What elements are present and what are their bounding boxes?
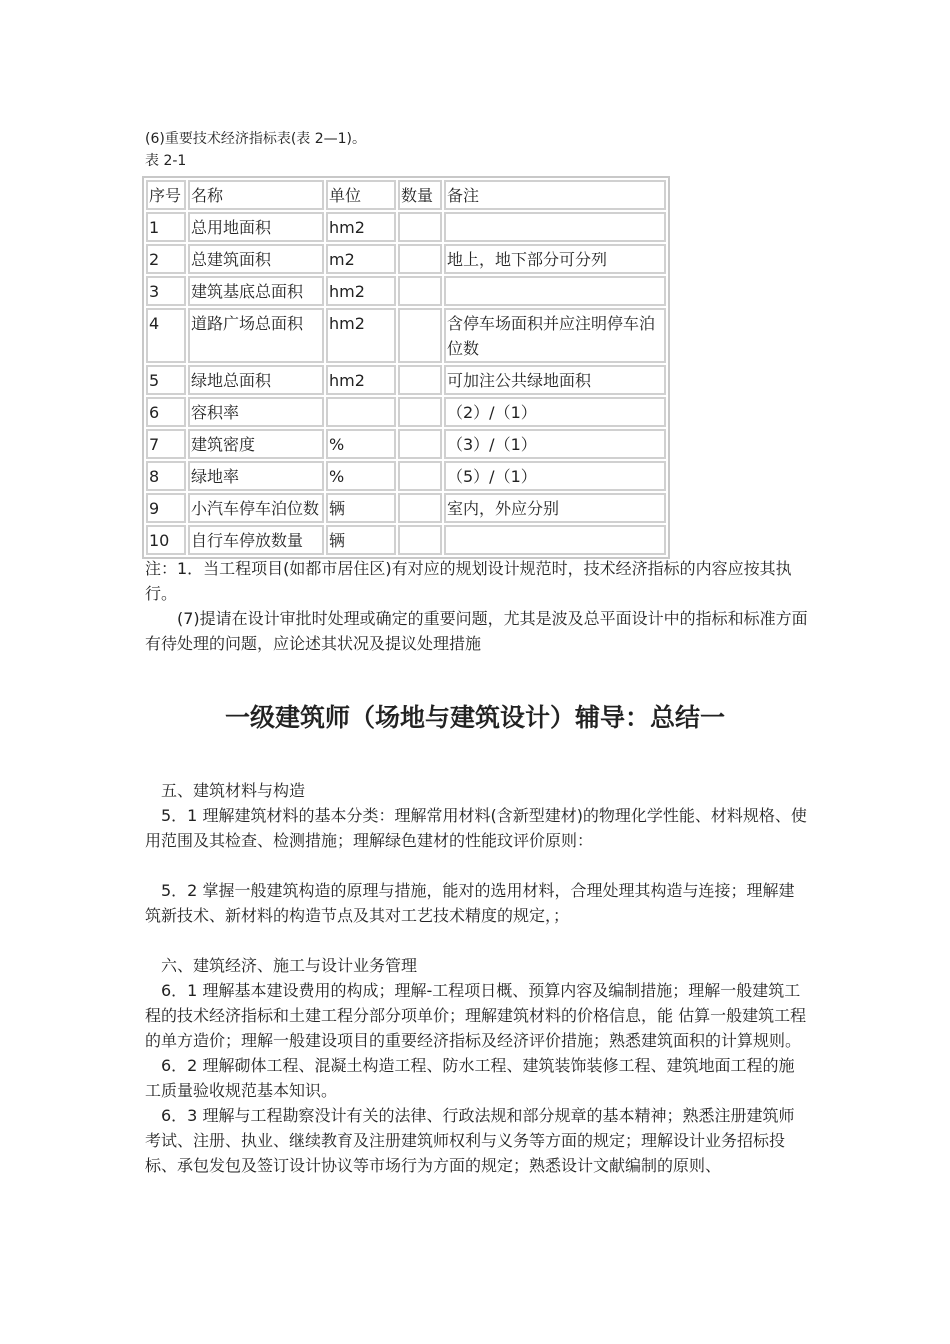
cell-name: 道路广场总面积: [188, 308, 324, 363]
cell-unit: 辆: [326, 493, 396, 523]
header-cell-quantity: 数量: [398, 180, 442, 210]
cell-unit: hm2: [326, 276, 396, 306]
cell-no: 3: [146, 276, 186, 306]
note-1: 注：1．当工程项目(如都市居住区)有对应的规划设计规范时，技术经济指标的内容应按其执行。: [145, 559, 792, 603]
cell-quantity: [398, 461, 442, 491]
cell-quantity: [398, 365, 442, 395]
cell-quantity: [398, 397, 442, 427]
cell-remark: [444, 525, 666, 555]
table-row: [146, 308, 666, 363]
cell-name: 建筑基底总面积: [188, 276, 324, 306]
paragraph-6-3: 6．3 理解与工程勘察没计有关的法律、行政法规和部分规章的基本精神；熟悉注册建筑师考试、注册、执业、继续教育及注册建筑师权利与义务等方面的规定；理解设计业务招标投标、承包发包及签订设计协议等市场行为方面的规定；熟悉设计文献编制的原则、: [145, 1106, 795, 1175]
paragraph-6-1: 6．1 理解基本建设费用的构成；理解-工程项日概、预算内容及编制措施；理解一般建筑工程的技术经济指标和土建工程分部分项单价；理解建筑材料的价格信息，能 估算一般建筑工程的单方造价；理解一般建设项目的重要经济指标及经济评价措施；熟悉建筑面积的计算规则。: [145, 981, 807, 1050]
cell-no: 7: [146, 429, 186, 459]
table-row: [146, 276, 666, 306]
table-number: 表 2-1: [145, 153, 187, 169]
table-row: [146, 493, 666, 523]
cell-no: 10: [146, 525, 186, 555]
cell-unit: m2: [326, 244, 396, 274]
cell-remark: 含停车场面积并应注明停车泊位数: [444, 308, 666, 363]
cell-quantity: [398, 212, 442, 242]
paragraph-6-2: 6．2 理解砌体工程、混凝土构造工程、防水工程、建筑装饰装修工程、建筑地面工程的施工质量验收规范基本知识。: [145, 1056, 795, 1100]
table-row: [146, 397, 666, 427]
header-cell-unit: 单位: [326, 180, 396, 210]
cell-no: 1: [146, 212, 186, 242]
table-header-row: [146, 180, 666, 210]
cell-name: 绿地率: [188, 461, 324, 491]
cell-name: 建筑密度: [188, 429, 324, 459]
spacer: [145, 853, 810, 878]
table-row: [146, 429, 666, 459]
note-item-7: (7)提请在设计审批时处理或确定的重要问题，尤其是波及总平面设计中的指标和标准方面有待处理的问题，应论述其状况及提议处理措施: [145, 609, 808, 653]
table-notes: [145, 556, 810, 656]
cell-quantity: [398, 276, 442, 306]
cell-remark: 可加注公共绿地面积: [444, 365, 666, 395]
table-caption: (6)重要技术经济指标表(表 2—1)。: [145, 131, 367, 147]
header-cell-name: 名称: [188, 180, 324, 210]
cell-name: 绿地总面积: [188, 365, 324, 395]
cell-quantity: [398, 244, 442, 274]
table-row: [146, 244, 666, 274]
cell-unit: [326, 397, 396, 427]
cell-unit: hm2: [326, 365, 396, 395]
section-heading: 一级建筑师（场地与建筑设计）辅导：总结一: [224, 703, 725, 732]
cell-unit: hm2: [326, 212, 396, 242]
cell-unit: hm2: [326, 308, 396, 363]
table-intro: [145, 128, 366, 172]
cell-quantity: [398, 308, 442, 363]
cell-quantity: [398, 493, 442, 523]
cell-no: 8: [146, 461, 186, 491]
cell-no: 4: [146, 308, 186, 363]
cell-no: 9: [146, 493, 186, 523]
header-cell-no: 序号: [146, 180, 186, 210]
cell-no: 5: [146, 365, 186, 395]
cell-quantity: [398, 429, 442, 459]
table-row: [146, 212, 666, 242]
cell-unit: %: [326, 429, 396, 459]
cell-name: 总建筑面积: [188, 244, 324, 274]
section-title-6: 六、建筑经济、施工与设计业务管理: [161, 956, 418, 975]
cell-remark: 地上，地下部分可分列: [444, 244, 666, 274]
header-cell-remark: 备注: [444, 180, 666, 210]
cell-remark: [444, 276, 666, 306]
table-row: [146, 525, 666, 555]
cell-remark: （2）/（1）: [444, 397, 666, 427]
technical-economic-indicators-table: [142, 176, 670, 559]
spacer: [145, 928, 810, 953]
cell-name: 自行车停放数量: [188, 525, 324, 555]
cell-no: 2: [146, 244, 186, 274]
table-row: [146, 365, 666, 395]
syllabus-text: [145, 778, 810, 1178]
paragraph-5-2: 5．2 掌握一般建筑构造的原理与措施，能对的选用材料，合理处理其构造与连接；理解建筑新技术、新材料的构造节点及其对工艺技术精度的规定，；: [145, 881, 795, 925]
cell-quantity: [398, 525, 442, 555]
paragraph-5-1: 5．1 理解建筑材料的基本分类：理解常用材料(含新型建材)的物理化学性能、材料规格、使用范围及其检查、检测措施；理解绿色建材的性能玟评价原则：: [145, 806, 807, 850]
table-row: [146, 461, 666, 491]
cell-unit: 辆: [326, 525, 396, 555]
cell-remark: [444, 212, 666, 242]
cell-name: 小汽车停车泊位数: [188, 493, 324, 523]
cell-remark: （3）/（1）: [444, 429, 666, 459]
cell-remark: 室内，外应分别: [444, 493, 666, 523]
cell-remark: （5）/（1）: [444, 461, 666, 491]
cell-name: 容积率: [188, 397, 324, 427]
cell-name: 总用地面积: [188, 212, 324, 242]
cell-no: 6: [146, 397, 186, 427]
section-title-5: 五、建筑材料与构造: [161, 781, 306, 800]
cell-unit: %: [326, 461, 396, 491]
